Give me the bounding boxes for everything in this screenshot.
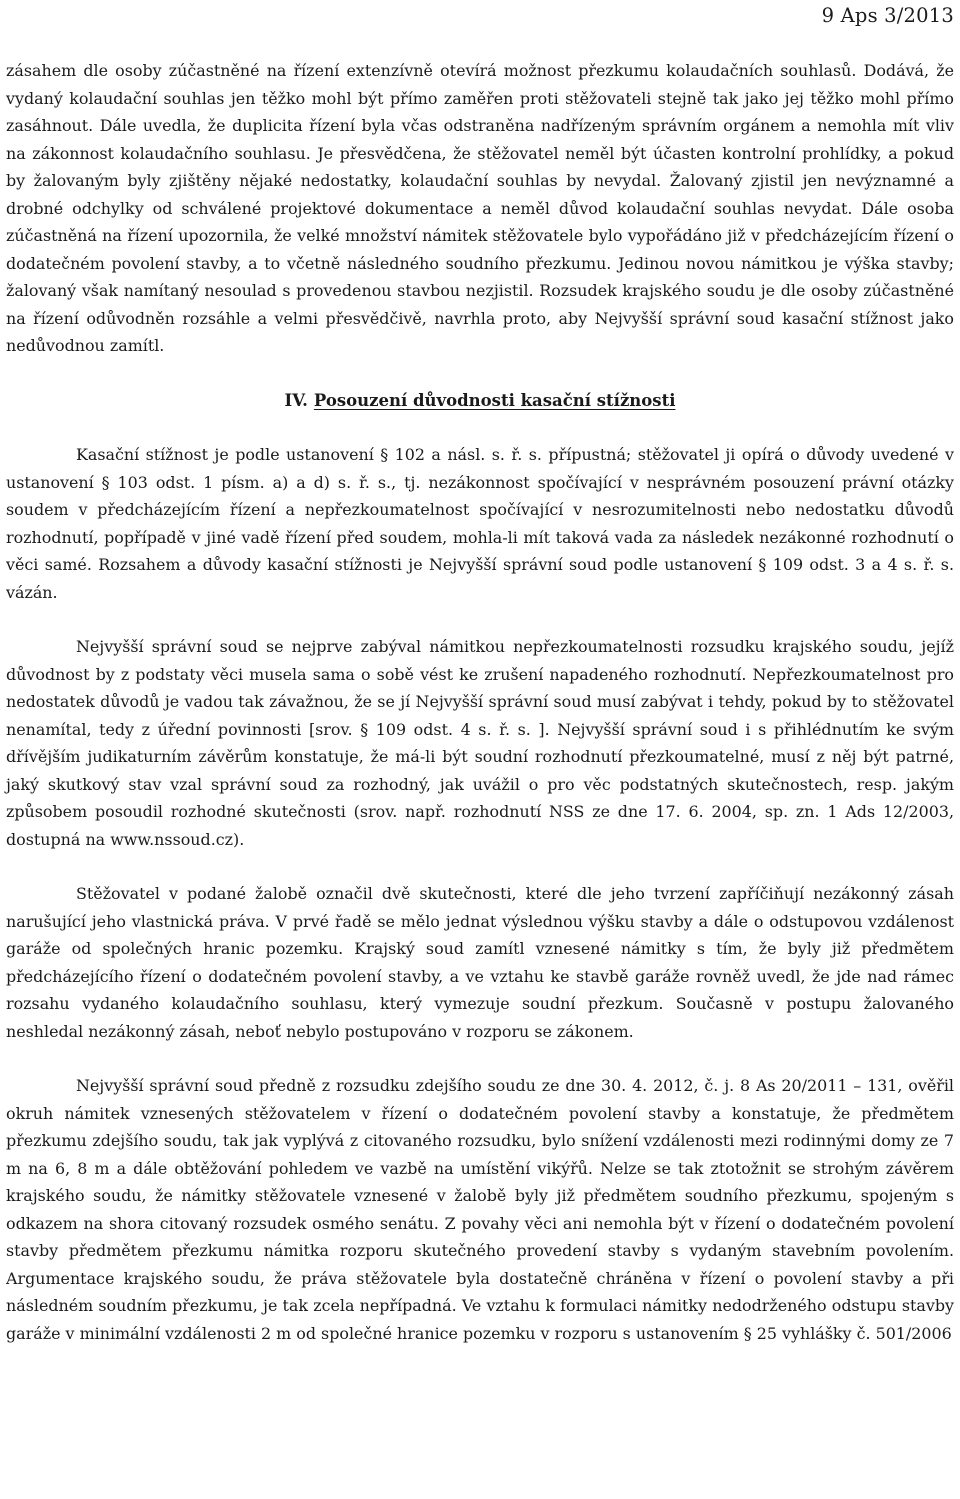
section-heading — [6, 387, 954, 415]
document-body — [6, 57, 954, 1347]
paragraph: Stěžovatel v podané žalobě označil dvě skutečnosti, které dle jeho tvrzení zapříčiňují nezákonný zásah narušující jeho vlastnická práva. V prvé řadě se mělo jednat výslednou výšku stavby a dále o odstupovou vzdálenost garáže od společných hranic pozemku. Krajský soud zamítl vznesené námitky s tím, že byly již předmětem předcházejícího řízení o dodatečném povolení stavby, a ve vztahu ke stavbě garáže rovněž uvedl, že jde nad rámec rozsahu vydaného kolaudačního souhlasu, který vymezuje soudní přezkum. Současně v postupu žalovaného neshledal nezákonný zásah, neboť nebylo postupováno v rozporu se zákonem. — [6, 884, 954, 1041]
page-reference: 9 Aps 3/2013 — [821, 4, 954, 27]
paragraph: Nejvyšší správní soud předně z rozsudku zdejšího soudu ze dne 30. 4. 2012, č. j. 8 As 20/2011 – 131, ověřil okruh námitek vznesených stěžovatelem v řízení o dodatečném povolení stavby a konstatuje, že předmětem přezkumu zdejšího soudu, tak jak vyplývá z citovaného rozsudku, bylo snížení vzdálenosti mezi rodinnými domy ze 7 m na 6, 8 m a dále obtěžování pohledem ve vazbě na umístění vikýřů. Nelze se tak ztotožnit se strohým závěrem krajského soudu, že námitky stěžovatele vznesené v žalobě byly již předmětem soudního přezkumu, spojeným s odkazem na shora citovaný rozsudek osmého senátu. Z povahy věci ani nemohla být v řízení o dodatečném povolení stavby předmětem přezkumu námitka rozporu skutečného provedení stavby s vydaným stavebním povolením. Argumentace krajského soudu, že práva stěžovatele byla dostatečně chráněna v řízení o povolení stavby a při následném soudním přezkumu, je tak zcela nepřípadná. Ve vztahu k formulaci námitky nedodrženého odstupu stavby garáže v minimální vzdálenosti 2 m od společné hranice pozemku v rozporu s ustanovením § 25 vyhlášky č. 501/2006 — [6, 1076, 954, 1343]
section-title: Posouzení důvodnosti kasační stížnosti — [313, 390, 676, 410]
paragraph: Kasační stížnost je podle ustanovení § 102 a násl. s. ř. s. přípustná; stěžovatel ji opírá o důvody uvedené v ustanovení § 103 odst. 1 písm. a) a d) s. ř. s., tj. nezákonnost spočívající v nesprávném posouzení právní otázky soudem v předcházejícím řízení a nepřezkoumatelnost spočívající v nesrozumitelnosti nebo nedostatku důvodů rozhodnutí, popřípadě v jiné vadě řízení před soudem, mohla-li mít taková vada za následek nezákonné rozhodnutí o věci samé. Rozsahem a důvody kasační stížnosti je Nejvyšší správní soud podle ustanovení § 109 odst. 3 a 4 s. ř. s. vázán. — [6, 445, 954, 602]
paragraph: Nejvyšší správní soud se nejprve zabýval námitkou nepřezkoumatelnosti rozsudku krajského soudu, jejíž důvodnost by z podstaty věci musela sama o sobě vést ke zrušení napadeného rozhodnutí. Nepřezkoumatelnost pro nedostatek důvodů je vadou tak závažnou, že se jí Nejvyšší správní soud musí zabývat i tehdy, pokud by to stěžovatel nenamítal, tedy z úřední povinnosti [srov. § 109 odst. 4 s. ř. s. ]. Nejvyšší správní soud i s přihlédnutím ke svým dřívějším judikaturním závěrům konstatuje, že má-li být soudní rozhodnutí přezkoumatelné, musí z něj být patrné, jaký skutkový stav vzal správní soud za rozhodný, jak uvážil o pro věc podstatných skutečnostech, resp. jakým způsobem posoudil rozhodné skutečnosti (srov. např. rozhodnutí NSS ze dne 17. 6. 2004, sp. zn. 1 Ads 12/2003, dostupná na www.nssoud.cz). — [6, 637, 954, 849]
paragraph: zásahem dle osoby zúčastněné na řízení extenzívně otevírá možnost přezkumu kolaudačních souhlasů. Dodává, že vydaný kolaudační souhlas jen těžko mohl být přímo zaměřen proti stěžovateli stejně tak jako jej těžko mohl přímo zasáhnout. Dále uvedla, že duplicita řízení byla včas odstraněna nadřízeným správním orgánem a nemohla mít vliv na zákonnost kolaudačního souhlasu. Je přesvědčena, že stěžovatel neměl být účasten kontrolní prohlídky, a pokud by žalovaným byly zjištěny nějaké nedostatky, kolaudační souhlas by nevydal. Žalovaný zjistil jen nevýznamné a drobné odchylky od schválené projektové dokumentace a neměl důvod kolaudační souhlas nevydat. Dále osoba zúčastněná na řízení upozornila, že velké množství námitek stěžovatele bylo vypořádáno již v předcházejícím řízení o dodatečném povolení stavby, a to včetně následného soudního přezkumu. Jedinou novou námitkou je výška stavby; žalovaný však namítaný nesoulad s provedenou stavbou nezjistil. Rozsudek krajského soudu je dle osoby zúčastněné na řízení odůvodněn rozsáhle a velmi přesvědčivě, navrhla proto, aby Nejvyšší správní soud kasační stížnost jako nedůvodnou zamítl. — [6, 61, 954, 355]
section-number: IV. — [284, 390, 308, 410]
